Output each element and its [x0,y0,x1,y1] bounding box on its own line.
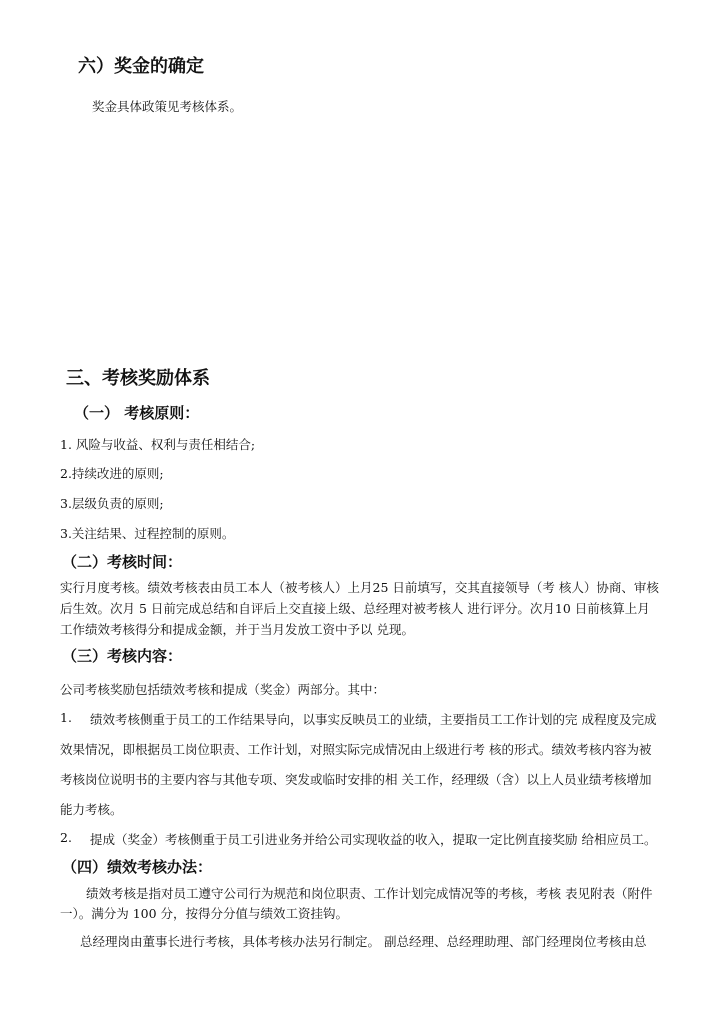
content-item-line: 提成（奖金）考核侧重于员工引进业务并给公司实现收益的收入，提取一定比例直接奖励 给相应员工。 [90,832,657,847]
section-heading-bonus: 六）奖金的确定 [78,56,204,77]
content-item-number: 2. [60,830,72,845]
content-item-number: 1. [60,710,72,725]
subheading-principles: （一） 考核原则： [74,404,200,422]
principle-item: 2.持续改进的原则; [60,466,164,481]
section-heading-assessment-system: 三、考核奖励体系 [66,368,210,389]
content-item-line: 能力考核。 [60,802,123,817]
time-text-line: 后生效。次月 5 日前完成总结和自评后上交直接上级、总经理对被考核人 进行评分。次月10 日前核算上月 [60,601,650,616]
method-text-line: 绩效考核是指对员工遵守公司行为规范和岗位职责、工作计划完成情况等的考核，考核 表见附表（附件 [86,886,653,901]
bonus-body-text: 奖金具体政策见考核体系。 [92,99,243,114]
principle-item: 3.关注结果、过程控制的原则。 [60,526,235,541]
method-text-line: 总经理岗由董事长进行考核，具体考核办法另行制定。 副总经理、总经理助理、部门经理岗位考核由总 [80,934,647,949]
content-intro: 公司考核奖励包括绩效考核和提成（奖金）两部分。其中： [60,682,386,697]
principle-item: 3.层级负责的原则; [60,496,164,511]
subheading-content: （三）考核内容： [62,647,183,665]
content-item-line: 效果情况，即根据员工岗位职责、工作计划，对照实际完成情况由上级进行考 核的形式。绩效考核内容为被 [60,742,652,757]
time-text-line: 工作绩效考核得分和提成金额，并于当月发放工资中予以 兑现。 [60,622,414,637]
subheading-time: （二）考核时间： [62,553,183,571]
method-text-line: 一）。满分为 100 分，按得分分值与绩效工资挂钩。 [60,906,349,921]
content-item-line: 绩效考核侧重于员工的工作结果导向，以事实反映员工的业绩，主要指员工工作计划的完 成程度及完成 [90,712,657,727]
principle-item: 1. 风险与收益、权利与责任相结合; [60,437,256,452]
time-text-line: 实行月度考核。绩效考核表由员工本人（被考核人）上月25 日前填写，交其直接领导（考 核人）协商、审核 [60,580,659,595]
subheading-method: （四）绩效考核办法： [62,858,213,876]
content-item-line: 考核岗位说明书的主要内容与其他专项、突发或临时安排的相 关工作，经理级（含）以上人员业绩考核增加 [60,772,652,787]
